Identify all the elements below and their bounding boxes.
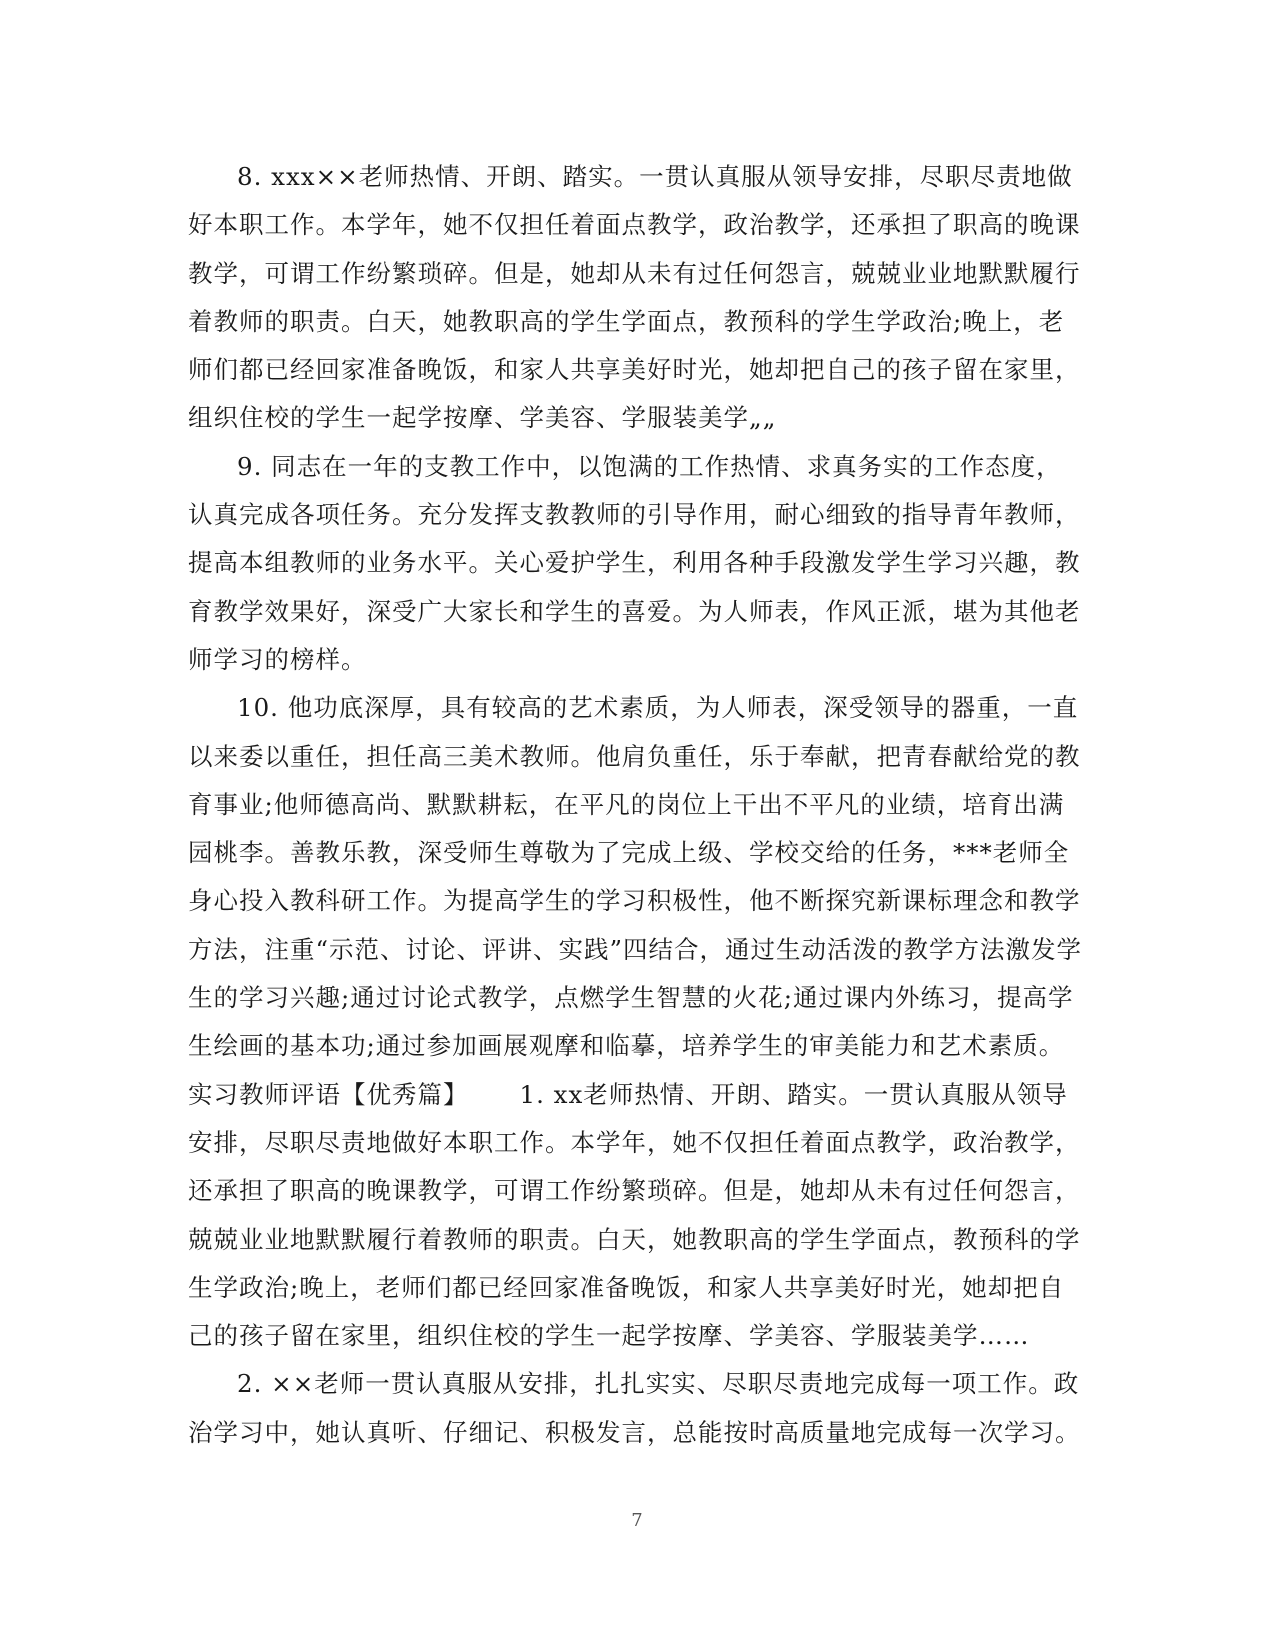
section-item-1: 1. xx老师热情、开朗、踏实。一贯认真服从领导安排，尽职尽责地做好本职工作。本学年，她不仅担任着面点教学，政治教学，还承担了职高的晚课教学，可谓工作纷繁琐碎。但是，她却从未有过任何怨言，兢兢业业地默默履行着教师的职责。白天，她教职高的学生学面点，教预科的学生学政治;晚上，老师们都已经回家准备晚饭，和家人共享美好时光，她却把自己的孩子留在家里，组织住校的学生一起学按摩、学美容、学服装美学……	[188, 1079, 1081, 1351]
paragraph-10: 10. 他功底深厚，具有较高的艺术素质，为人师表，深受领导的器重，一直以来委以重任，担任高三美术教师。他肩负重任，乐于奉献，把青春献给党的教育事业;他师德高尚、默默耕耘，在平凡的岗位上干出不平凡的业绩，培育出满园桃李。善教乐教，深受师生尊敬为了完成上级、学校交给的任务，***老师全身心投入教科研工作。为提高学生的学习积极性，他不断探究新课标理念和教学方法，注重“示范、讨论、评讲、实践”四结合，通过生动活泼的教学方法激发学生的学习兴趣;通过讨论式教学，点燃学生智慧的火花;通过课内外练习，提高学生绘画的基本功;通过参加画展观摩和临摹，培养学生的审美能力和艺术素质。	[188, 693, 1083, 1061]
section-heading: 实习教师评语【优秀篇】	[188, 1079, 469, 1109]
section-first-line	[188, 1071, 1083, 1361]
paragraph-8: 8. xxx××老师热情、开朗、踏实。一贯认真服从领导安排，尽职尽责地做好本职工作。本学年，她不仅担任着面点教学，政治教学，还承担了职高的晚课教学，可谓工作纷繁琐碎。但是，她却从未有过任何怨言，兢兢业业地默默履行着教师的职责。白天，她教职高的学生学面点，教预科的学生学政治;晚上，老师们都已经回家准备晚饭，和家人共享美好时光，她却把自己的孩子留在家里，组织住校的学生一起学按摩、学美容、学服装美学„„	[188, 162, 1081, 433]
paragraph-9: 9. 同志在一年的支教工作中，以饱满的工作热情、求真务实的工作态度，认真完成各项任务。充分发挥支教教师的引导作用，耐心细致的指导青年教师，提高本组教师的业务水平。关心爱护学生，利用各种手段激发学生学习兴趣，教育教学效果好，深受广大家长和学生的喜爱。为人师表，作风正派，堪为其他老师学习的榜样。	[188, 451, 1081, 674]
page-number: 7	[631, 1510, 643, 1531]
document-body	[188, 153, 1083, 1457]
section-item-2: 2. ××老师一贯认真服从安排，扎扎实实、尽职尽责地完成每一项工作。政治学习中，她认真听、仔细记、积极发言，总能按时高质量地完成每一次学习。	[188, 1369, 1081, 1447]
